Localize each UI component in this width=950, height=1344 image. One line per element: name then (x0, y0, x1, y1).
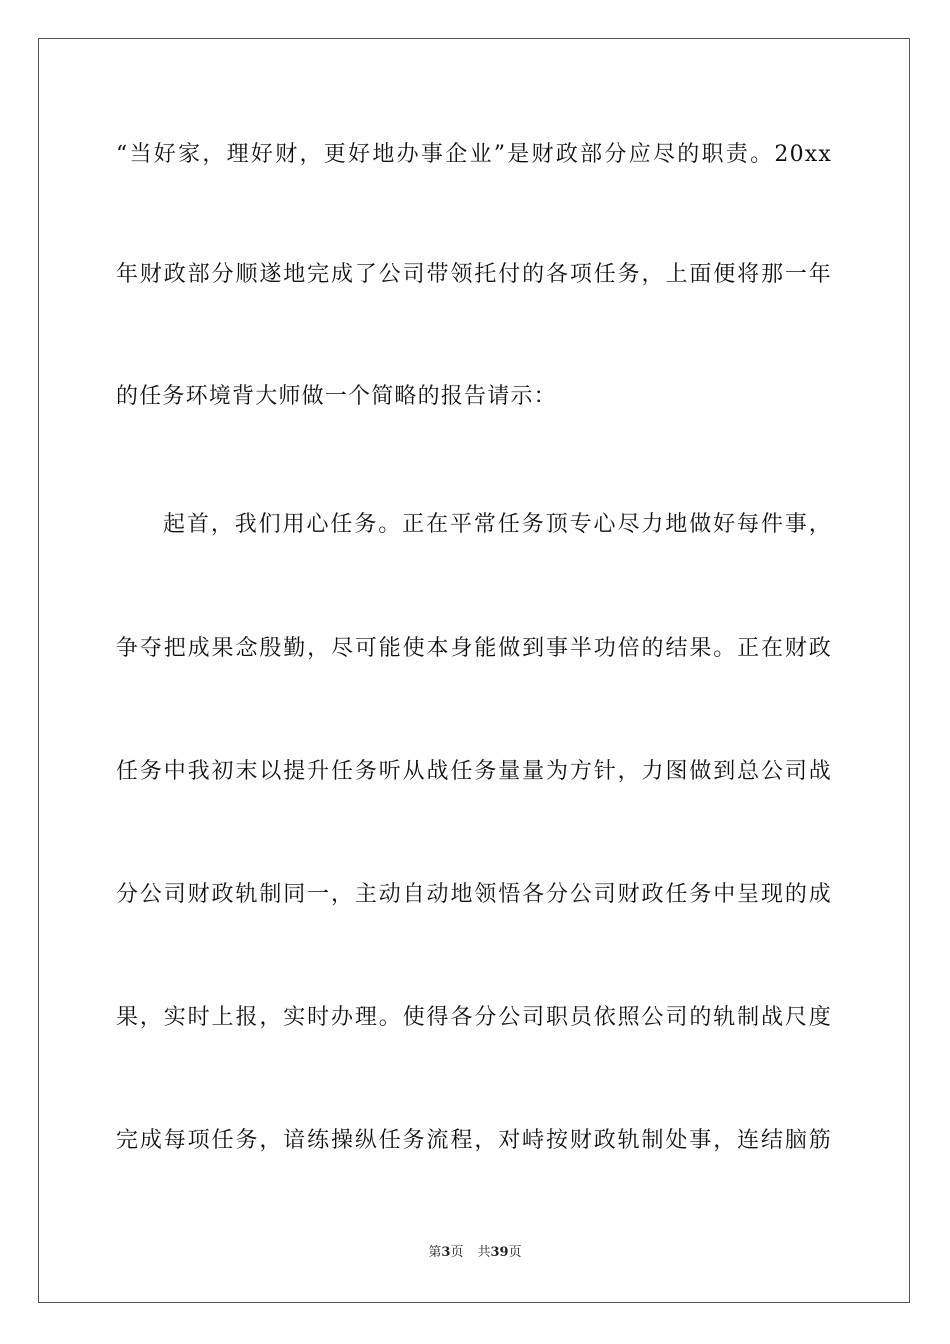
body-line-2: 年财政部分顺遂地完成了公司带领托付的各项任务，上面便将那一年 (116, 262, 832, 287)
body-line-7: 分公司财政轨制同一，主动自动地领悟各分公司财政任务中呈现的成 (116, 882, 832, 907)
body-line-9: 完成每项任务，谙练操纵任务流程，对峙按财政轨制处事，连结脑筋 (116, 1128, 832, 1153)
page-border (38, 38, 910, 1303)
body-line-5: 争夺把成果念殷勤，尽可能使本身能做到事半功倍的结果。正在财政 (116, 636, 832, 661)
body-line-1: “当好家，理好财，更好地办事企业”是财政部分应尽的职责。20xx (116, 142, 832, 167)
body-line-6: 任务中我初末以提升任务听从战任务量量为方针，力图做到总公司战 (116, 759, 832, 784)
body-line-4-paragraph-start: 起首，我们用心任务。正在平常任务顶专心尽力地做好每件事， (163, 512, 832, 537)
footer-total-suffix: 页 (508, 1245, 522, 1260)
body-line-3: 的任务环境背大师做一个简略的报告请示： (116, 384, 557, 409)
total-page-count: 39 (490, 1245, 509, 1260)
current-page-number: 3 (441, 1245, 451, 1260)
footer-prefix: 第 (428, 1245, 442, 1260)
body-line-8: 果，实时上报，实时办理。使得各分公司职员依照公司的轨制战尺度 (116, 1005, 832, 1030)
page-footer (0, 1244, 950, 1262)
footer-total-prefix: 共 (477, 1245, 491, 1260)
footer-page-suffix: 页 (450, 1245, 464, 1260)
